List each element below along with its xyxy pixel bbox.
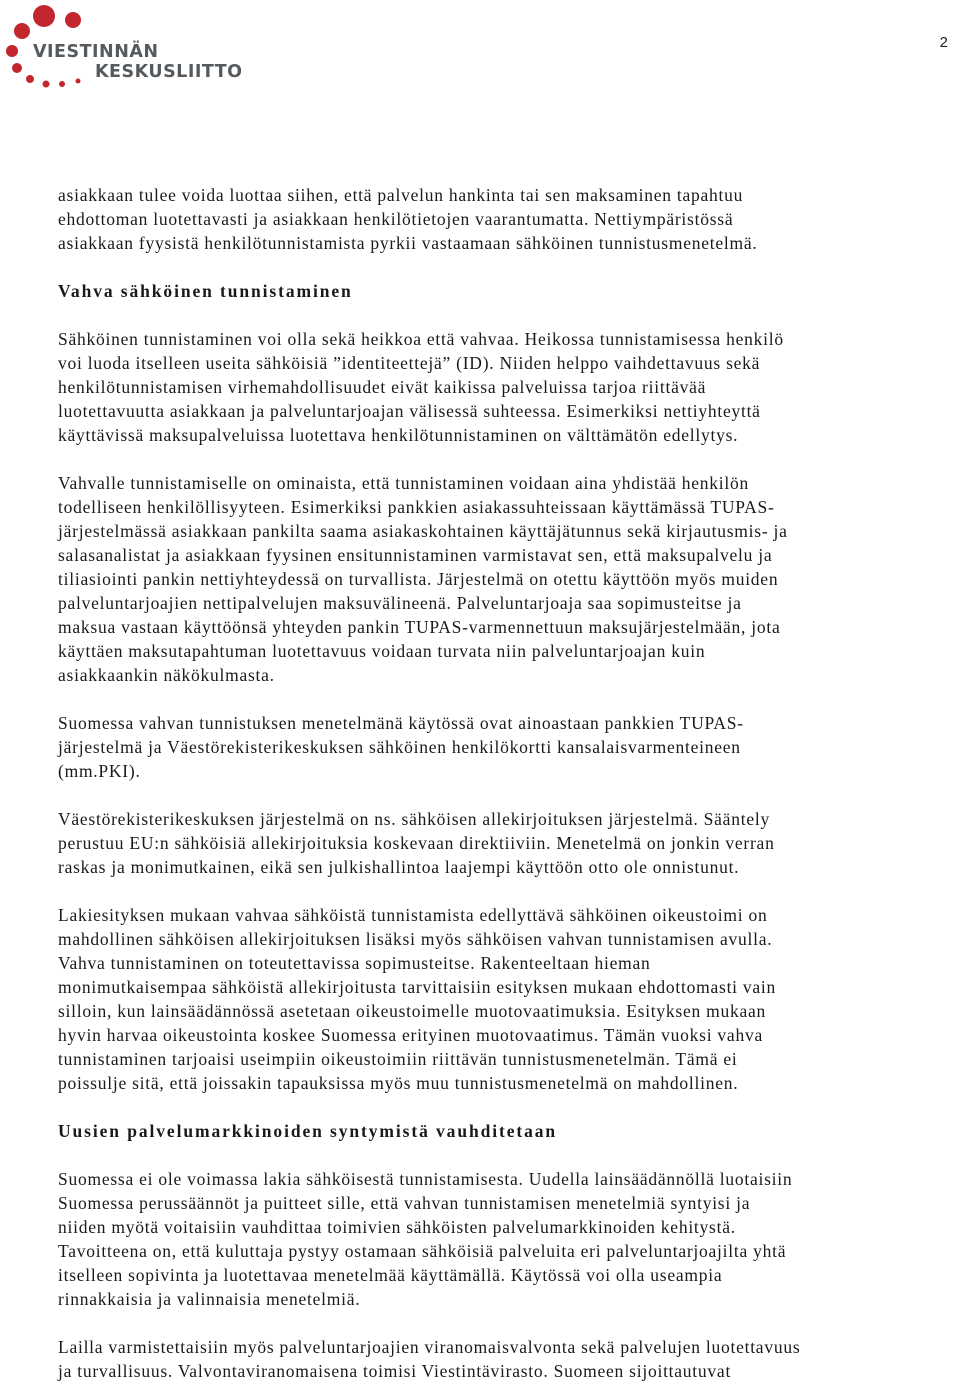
text-line: tunnistaminen tarjoaisi useimpiin oikeustoimiin riittävän tunnistusmenetelmän. Tämä ei	[58, 1049, 738, 1069]
text-line: käyttäen maksutapahtuman luotettavuus voidaan turvata niin palveluntarjoajan kuin	[58, 641, 706, 661]
logo-line2: KESKUSLIITTO	[95, 62, 243, 82]
text-line: järjestelmä ja Väestörekisterikeskuksen sähköinen henkilökortti kansalaisvarmenteineen	[58, 737, 741, 757]
text-line: Suomessa ei ole voimassa lakia sähköisestä tunnistamisesta. Uudella lainsäädännöllä luotaisiin	[58, 1169, 793, 1189]
text-line: niiden myötä voitaisiin vauhdittaa toimivien sähköisten palvelumarkkinoiden kehitystä.	[58, 1217, 736, 1237]
page-header	[0, 0, 960, 110]
paragraph-7	[58, 1167, 958, 1311]
text-line: voi luoda itselleen useita sähköisiä ”identiteettejä” (ID). Niiden helppo vaihdettavuus sekä	[58, 353, 761, 373]
text-line: luotettavuutta asiakkaan ja palveluntarjoajan välisessä suhteessa. Esimerkiksi nettiyhteyttä	[58, 401, 761, 421]
text-line: ehdottoman luotettavasti ja asiakkaan henkilötietojen vaarantumatta. Nettiympäristössä	[58, 209, 734, 229]
text-line: järjestelmässä asiakkaan pankilta saama asiakaskohtainen käyttäjätunnus sekä kirjautusmis- ja	[58, 521, 788, 541]
text-line: asiakkaankin näkökulmasta.	[58, 665, 275, 685]
text-line: Suomessa vahvan tunnistuksen menetelmänä käytössä ovat ainoastaan pankkien TUPAS-	[58, 713, 744, 733]
paragraph-3	[58, 471, 958, 687]
text-line: poissulje sitä, että joissakin tapauksissa myös muu tunnistusmenetelmä on mahdollinen.	[58, 1073, 739, 1093]
text-line: Vahvalle tunnistamiselle on ominaista, että tunnistaminen voidaan aina yhdistää henkilön	[58, 473, 749, 493]
text-line: Lakiesityksen mukaan vahvaa sähköistä tunnistamista edellyttävä sähköinen oikeustoimi on	[58, 905, 768, 925]
text-line: (mm.PKI).	[58, 761, 141, 781]
section-heading-new-service-markets: Uusien palvelumarkkinoiden syntymistä vauhditetaan	[58, 1121, 558, 1141]
text-line: maksua vastaan käyttöönsä yhteyden pankin TUPAS-varmennettuun maksujärjestelmään, jota	[58, 617, 781, 637]
text-line: rinnakkaisia ja valinnaisia menetelmiä.	[58, 1289, 361, 1309]
text-line: perustuu EU:n sähköisiä allekirjoituksia koskevaan direktiiviin. Menetelmä on jonkin verran	[58, 833, 775, 853]
viestinnan-keskusliitto-logo	[0, 0, 270, 95]
text-line: hyvin harvaa oikeustointa koskee Suomessa erityinen muotovaatimus. Tämän vuoksi vahva	[58, 1025, 763, 1045]
logo-line1: VIESTINNÄN	[33, 42, 159, 62]
text-line: tiliasiointi pankin nettiyhteydessä on turvallista. Järjestelmä on otettu käyttöön myös muiden	[58, 569, 779, 589]
text-line: todelliseen henkilöllisyyteen. Esimerkiksi pankkien asiakassuhteissaan käyttämässä TUPAS-	[58, 497, 775, 517]
paragraph-8	[58, 1335, 958, 1383]
text-line: monimutkaisempaa sähköistä allekirjoitusta tarvittaisiin esityksen mukaan ehdottomasti vain	[58, 977, 777, 997]
text-line: silloin, kun lainsäädännössä asetetaan oikeustoimelle muotovaatimuksia. Esityksen mukaan	[58, 1001, 767, 1021]
text-line: raskas ja monimutkainen, eikä sen julkishallintoa laajempi käyttöön otto ole onnistunut.	[58, 857, 740, 877]
document-body	[58, 183, 958, 1383]
paragraph-4	[58, 711, 958, 783]
paragraph-6	[58, 903, 958, 1095]
text-line: itselleen sopivinta ja luotettavaa menetelmää käyttämällä. Käytössä voi olla useampia	[58, 1265, 723, 1285]
text-line: salasanalistat ja asiakkaan fyysinen ensitunnistaminen varmistavat sen, että maksupalvelu ja	[58, 545, 773, 565]
page-number: 2	[939, 34, 948, 51]
text-line: palveluntarjoajien nettipalvelujen maksuvälineenä. Palveluntarjoaja saa sopimusteitse ja	[58, 593, 742, 613]
text-line: Väestörekisterikeskuksen järjestelmä on ns. sähköisen allekirjoituksen järjestelmä. Sääntely	[58, 809, 770, 829]
text-line: asiakkaan fyysistä henkilötunnistamista pyrkii vastaamaan sähköinen tunnistusmenetelmä.	[58, 233, 758, 253]
text-line: Sähköinen tunnistaminen voi olla sekä heikkoa että vahvaa. Heikossa tunnistamisessa henkilö	[58, 329, 784, 349]
text-line: asiakkaan tulee voida luottaa siihen, että palvelun hankinta tai sen maksaminen tapahtuu	[58, 185, 744, 205]
text-line: ja turvallisuus. Valvontaviranomaisena toimisi Viestintävirasto. Suomeen sijoittautuvat	[58, 1361, 732, 1381]
text-line: Suomessa perussäännöt ja puitteet sille, että vahvan tunnistamisen menetelmiä syntyisi ja	[58, 1193, 751, 1213]
text-line: henkilötunnistamisen virhemahdollisuudet eivät kaikissa palveluissa tarjoa riittävää	[58, 377, 707, 397]
text-line: mahdollinen sähköisen allekirjoituksen lisäksi myös sähköisen vahvan tunnistamisen avulla.	[58, 929, 773, 949]
section-heading-strong-authentication: Vahva sähköinen tunnistaminen	[58, 281, 353, 301]
text-line: Tavoitteena on, että kuluttaja pystyy ostamaan sähköisiä palveluita eri palveluntarjoajilta yhtä	[58, 1241, 787, 1261]
paragraph-1	[58, 183, 958, 255]
text-line: Vahva tunnistaminen on toteutettavissa sopimusteitse. Rakenteeltaan hieman	[58, 953, 651, 973]
paragraph-5	[58, 807, 958, 879]
paragraph-2	[58, 327, 958, 447]
text-line: käyttävissä maksupalveluissa luotettava henkilötunnistaminen on välttämätön edellytys.	[58, 425, 739, 445]
text-line: Lailla varmistettaisiin myös palveluntarjoajien viranomaisvalvonta sekä palvelujen luotettavuus	[58, 1337, 801, 1357]
